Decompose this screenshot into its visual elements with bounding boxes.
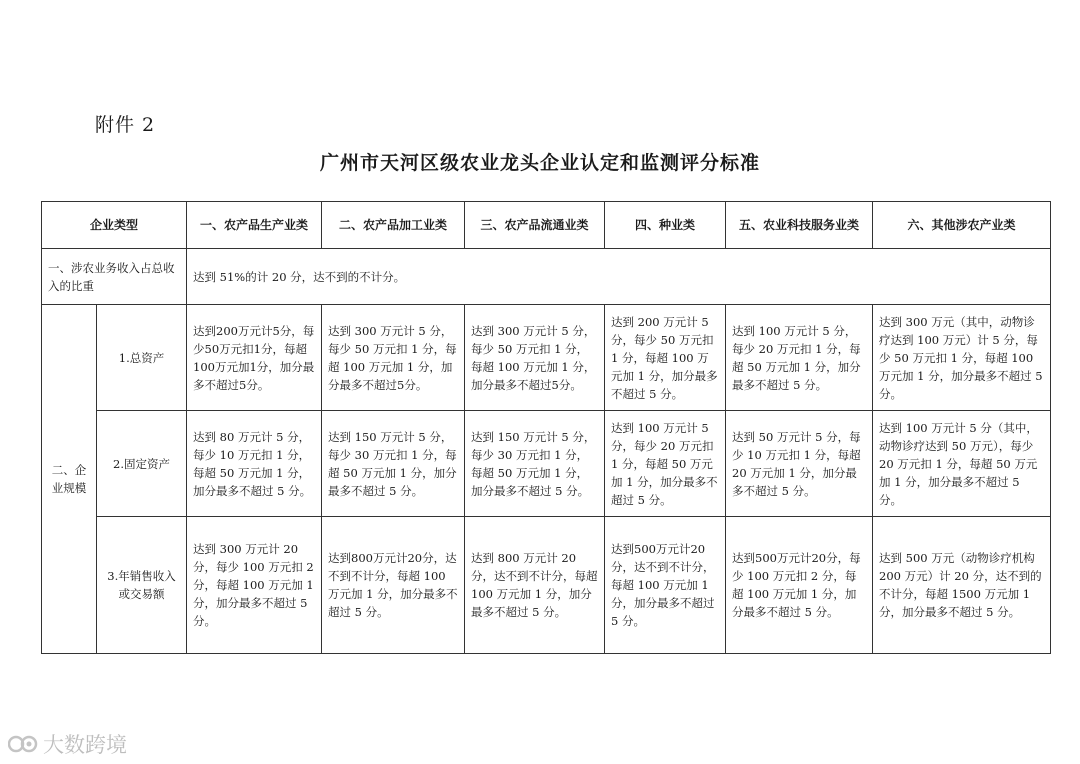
column-header: 二、农产品加工业类: [322, 202, 465, 249]
table-row: [42, 411, 1051, 517]
attachment-label: 附件 2: [95, 114, 156, 136]
table-cell: 达到 800 万元计 20 分，达不到不计分，每超 100 万元加 1 分，加分最多不超过 5 分。: [465, 517, 605, 654]
table-cell: 达到 300 万元计 20 分，每少 100 万元扣 2 分，每超 100 万元加 1 分，加分最多不超过 5 分。: [187, 517, 322, 654]
table-cell: 达到800万元计20分，达不到不计分，每超 100 万元加 1 分，加分最多不超过 5 分。: [322, 517, 465, 654]
table-cell: 达到500万元计20分，达不到不计分，每超 100 万元加 1 分，加分最多不超过 5 分。: [605, 517, 726, 654]
table-cell: 达到 150 万元计 5 分，每少 30 万元扣 1 分，每超 50 万元加 1 分，加分最多不超过 5 分。: [322, 411, 465, 517]
column-header: 四、种业类: [605, 202, 726, 249]
table-cell: 达到 300 万元计 5 分，每少 50 万元扣 1 分，每超 100 万元加 1 分，加分最多不超过5分。: [322, 305, 465, 411]
table-cell: 达到 80 万元计 5 分，每少 10 万元扣 1 分，每超 50 万元加 1 分，加分最多不超过 5 分。: [187, 411, 322, 517]
table-cell: 达到 200 万元计 5 分，每少 50 万元扣 1 分，每超 100 万元加 1 分，加分最多不超过 5 分。: [605, 305, 726, 411]
header-corner: 企业类型: [42, 202, 187, 249]
row-label: 3.年销售收入或交易额: [97, 517, 187, 654]
column-header: 六、其他涉农产业类: [873, 202, 1051, 249]
brand-logo-icon: [8, 733, 38, 755]
table-cell: 达到 100 万元计 5 分，每少 20 万元扣 1 分，每超 50 万元加 1 分，加分最多不超过 5 分。: [726, 305, 873, 411]
table-row: [42, 305, 1051, 411]
table-row: [42, 249, 1051, 305]
table-cell: 达到500万元计20分，每少 100 万元扣 2 分，每超 100 万元加 1 分，加分最多不超过 5 分。: [726, 517, 873, 654]
row-label: 2.固定资产: [97, 411, 187, 517]
table-cell: 达到 300 万元（其中，动物诊疗达到 100 万元）计 5 分，每少 50 万元扣 1 分，每超 100 万元加 1 分，加分最多不超过 5 分。: [873, 305, 1051, 411]
table-cell: 达到 500 万元（动物诊疗机构 200 万元）计 20 分，达不到的不计分，每超 1500 万元加 1 分，加分最多不超过 5 分。: [873, 517, 1051, 654]
table-row: [42, 517, 1051, 654]
section-label: 一、涉农业务收入占总收入的比重: [42, 249, 187, 305]
table-cell: 达到 100 万元计 5 分（其中，动物诊疗达到 50 万元），每少 20 万元扣 1 分，每超 50 万元加 1 分，加分最多不超过 5 分。: [873, 411, 1051, 517]
table-cell: 达到200万元计5分，每少50万元扣1分，每超100万元加1分，加分最多不超过5分。: [187, 305, 322, 411]
column-header: 一、农产品生产业类: [187, 202, 322, 249]
table-cell: 达到 50 万元计 5 分，每少 10 万元扣 1 分，每超 20 万元加 1 分，加分最多不超过 5 分。: [726, 411, 873, 517]
table-cell: 达到 300 万元计 5 分，每少 50 万元扣 1 分，每超 100 万元加 1 分，加分最多不超过5分。: [465, 305, 605, 411]
table-cell: 达到 150 万元计 5 分，每少 30 万元扣 1 分，每超 50 万元加 1 分，加分最多不超过 5 分。: [465, 411, 605, 517]
watermark: [8, 729, 127, 759]
document-title: 广州市天河区级农业龙头企业认定和监测评分标准: [319, 152, 760, 174]
column-header: 三、农产品流通业类: [465, 202, 605, 249]
scoring-table: [41, 201, 1051, 654]
row-label: 1.总资产: [97, 305, 187, 411]
header-row: [42, 202, 1051, 249]
watermark-text: 大数跨境: [43, 733, 127, 757]
column-header: 五、农业科技服务业类: [726, 202, 873, 249]
section-label: 二、企业规模: [42, 305, 97, 654]
table-cell: 达到 51%的计 20 分，达不到的不计分。: [187, 249, 1051, 305]
table-cell: 达到 100 万元计 5 分，每少 20 万元扣 1 分，每超 50 万元加 1 分，加分最多不超过 5 分。: [605, 411, 726, 517]
